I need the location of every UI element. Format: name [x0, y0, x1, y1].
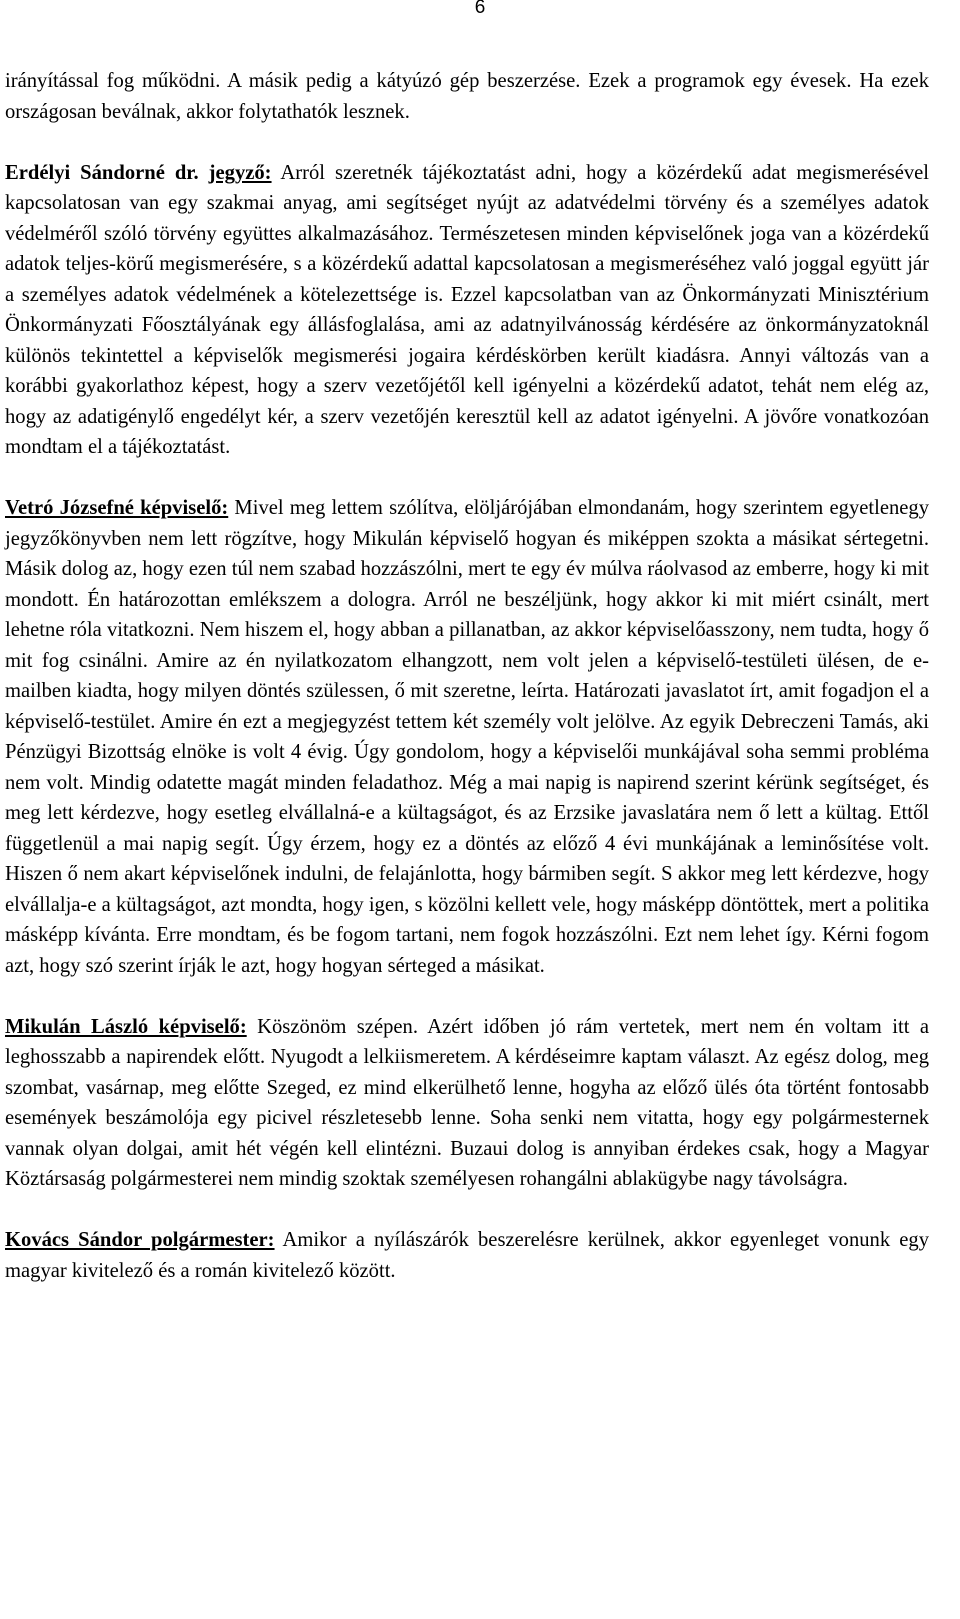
speaker-name: Mikulán László képviselő: — [5, 1015, 247, 1038]
paragraph-mikulan — [5, 1012, 929, 1195]
paragraph-text: Amikor a nyílászárók beszerelésre kerülnek, akkor egyenleget vonunk egy magyar kivitelező és a román kivitelező között. — [5, 1229, 929, 1282]
page-number: 6 — [474, 0, 486, 18]
speaker-role: jegyző: — [208, 161, 272, 184]
paragraph-text: Mivel meg lettem szólítva, elöljárójában elmondanám, hogy szerintem egyetlenegy jegyzőkönyvben nem lett rögzítve, hogy Mikulán képviselő hogyan és miképpen szokta a másikat sértegetni. Másik dolog az, hogy ezen túl nem szabad hozzászólni, mert te egy év múlva ráolvasod az emberre, hogy ki mit mondott. Én határozottan emlékszem a dologra. Arról ne beszéljünk, hogy akkor ki mit miért csinált, mert lehetne róla vitatkozni. Nem hiszem el, hogy abban a pillanatban, az akkor képviselőasszony, nem tudta, hogy ő mit fog csinálni. Amire az én nyilatkozatom elhangzott, nem volt jelen a képviselő-testületi ülésen, de e-mailben kiadta, hogy milyen döntés szülessen, ő mit szeretne, leírta. Határozati javaslatot írt, amit fogadjon el a képviselő-testület. Amire én ezt a megjegyzést tettem két személy volt jelölve. Az egyik Debreczeni Tamás, aki Pénzügyi Bizottság elnöke is volt 4 évig. Úgy gondolom, hogy a képviselői munkájával soha semmi probléma nem volt. Mindig odatette magát minden feladathoz. Még a mai napig is napirend szerint kérünk segítséget, és meg lett kérdezve, hogy esetleg elvállalná-e a kültagságot, és az Erzsike javaslatára nem ő lett a kültag. Ettől függetlenül a mai napig segít. Úgy érzem, hogy ez a döntés az előző 4 évi munkájának a leminősítése volt. Hiszen ő nem akart képviselőnek indulni, de felajánlotta, hogy bármiben segít. S akkor meg lett kérdezve, hogy elvállalja-e a kültagságot, azt mondta, hogy igen, s közölni kellett vele, hogy másképp döntöttek, mert a politika másképp kívánta. Erre mondtam, és be fogom tartani, nem fogok hozzászólni. Ezt nem lehet így. Kérni fogom azt, hogy szó szerint írják le azt, hogy hogyan sérteged a másikat. — [5, 497, 929, 977]
paragraph-intro — [5, 66, 929, 127]
paragraph-kovacs — [5, 1225, 929, 1286]
paragraph-jegyzo — [5, 158, 929, 463]
document-body — [5, 66, 929, 1286]
paragraph-vetro — [5, 493, 929, 981]
paragraph-text: Arról szeretnék tájékoztatást adni, hogy a közérdekű adat megismerésével kapcsolatosan van egy szakmai anyag, ami segítséget nyújt az adatvédelmi törvény és a személyes adatok védelméről szóló törvény együttes alkalmazásához. Természetesen minden képviselőnek joga van a közérdekű adatok teljes-körű megismerésére, s a közérdekű adattal kapcsolatosan a megismeréséhez való joggal együtt jár a személyes adatok védelmének a kötelezettsége is. Ezzel kapcsolatban van az Önkormányzati Minisztérium Önkormányzati Főosztályának egy állásfoglalása, ami az adatnyilvánosság kérdésére az önkormányzatoknál különös tekintettel a képviselők megismerési jogaira kérdéskörben került kiadásra. Annyi változás van a korábbi gyakorlathoz képest, hogy a szerv vezetőjétől kell igényelni a közérdekű adatot, tehát nem elég az, hogy az adatigénylő engedélyt kér, a szerv vezetőjén keresztül kell az adatot igényelni. A jövőre vonatkozóan mondtam el a tájékoztatást. — [5, 161, 930, 458]
paragraph-text: Köszönöm szépen. Azért időben jó rám vertetek, mert nem én voltam itt a leghosszabb a napirendek előtt. Nyugodt a lelkiismeretem. A kérdéseimre kaptam választ. Az egész dolog, meg szombat, vasárnap, meg előtte Szeged, ez mind elkerülhető lenne, hogyha az előző ülés óta történt fontosabb események beszámolója egy picivel részletesebb lenne. Soha senki nem vitatta, hogy egy polgármesternek vannak olyan dolgai, amit hét végén kell elintézni. Buzaui dolog is annyiban érdekes csak, hogy a Magyar Köztársaság polgármesterei nem mindig szoktak személyesen rohangálni ablakügybe nagy távolságra. — [5, 1015, 929, 1190]
paragraph-text: irányítással fog működni. A másik pedig a kátyúzó gép beszerzése. Ezek a programok egy évesek. Ha ezek országosan beválnak, akkor folytathatók lesznek. — [5, 70, 929, 123]
speaker-name: Vetró Józsefné képviselő: — [5, 497, 229, 519]
speaker-name: Erdélyi Sándorné dr. — [5, 161, 199, 184]
speaker-name: Kovács Sándor polgármester: — [5, 1229, 275, 1251]
